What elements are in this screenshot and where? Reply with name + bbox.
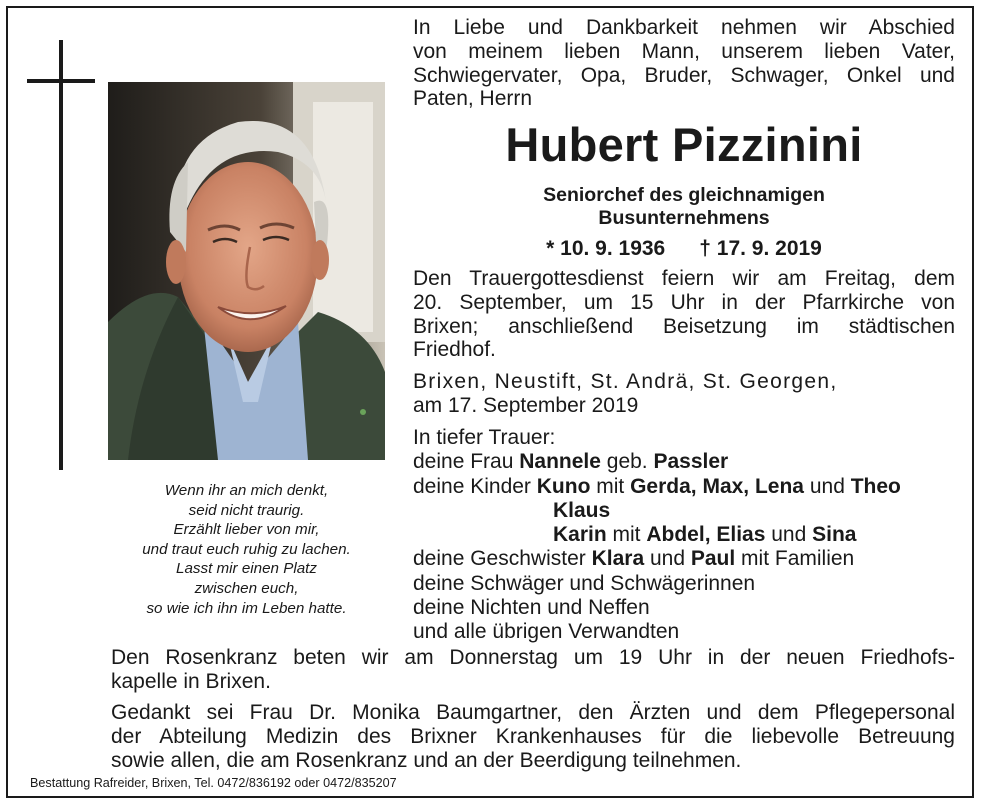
deceased-title (413, 184, 955, 229)
mourner-wife: deine Frau Nannele geb. Passler (413, 450, 729, 474)
intro-line: von meinem lieben Mann, unserem lieben Vater, (413, 39, 955, 63)
birth-date: * 10. 9. 1936 (546, 237, 666, 260)
life-dates (413, 236, 955, 262)
thanks-line: sowie allen, die am Rosenkranz und an der Beerdigung teilnehmen. (111, 749, 742, 772)
poem-line: Lasst mir einen Platz (176, 560, 317, 578)
mourner-children-cont: Klaus (553, 498, 611, 522)
intro-line: Paten, Herrn (413, 87, 533, 111)
title-line: Seniorchef des gleichnamigen (543, 184, 825, 206)
intro-line: Schwiegervater, Opa, Bruder, Schwager, Onkel und (413, 63, 955, 87)
mourner-inlaws: deine Schwäger und Schwägerinnen (413, 571, 756, 595)
poem-line: und traut euch ruhig zu lachen. (142, 540, 351, 558)
deceased-name: Hubert Pizzinini (505, 118, 863, 171)
poem-line: Wenn ihr an mich denkt, (164, 482, 329, 499)
memorial-poem (110, 481, 383, 618)
death-date: † 17. 9. 2019 (699, 237, 822, 260)
mourner-children-2: Karin mit Abdel, Elias und Sina (553, 523, 857, 547)
mourner-nieces: deine Nichten und Neffen (413, 596, 650, 620)
rosary-line: Den Rosenkranz beten wir am Donnerstag um 19 Uhr in der neuen Friedhofs- (111, 646, 955, 669)
title-line: Busunternehmens (598, 206, 770, 229)
thanks-line: Gedankt sei Frau Dr. Monika Baumgartner, den Ärzten und dem Pflegepersonal (111, 701, 955, 724)
intro-text (413, 16, 955, 111)
mourner-siblings: deine Geschwister Klara und Paul mit Familien (413, 547, 855, 571)
mourners-list (413, 426, 968, 645)
rosary-line: kapelle in Brixen. (111, 670, 271, 693)
mourner-children: deine Kinder Kuno mit Gerda, Max, Lena und Theo (413, 474, 901, 498)
service-line: Friedhof. (413, 338, 496, 362)
service-info (413, 267, 955, 362)
service-line: 20. September, um 15 Uhr in der Pfarrkirche von (413, 290, 955, 314)
date-line: am 17. September 2019 (413, 393, 639, 417)
place-date (413, 370, 955, 418)
poem-line: Erzählt lieber von mir, (173, 521, 320, 539)
service-line: Den Trauergottesdienst feiern wir am Freitag, dem (413, 267, 955, 290)
place-line: Brixen, Neustift, St. Andrä, St. Georgen, (413, 370, 838, 393)
mourner-relatives: und alle übrigen Verwandten (413, 620, 680, 644)
poem-line: zwischen euch, (194, 579, 299, 597)
intro-line: In Liebe und Dankbarkeit nehmen wir Abschied (413, 16, 955, 39)
thanks-text (111, 701, 955, 773)
poem-line: so wie ich ihn im Leben hatte. (146, 599, 347, 617)
mourners-heading: In tiefer Trauer: (413, 426, 556, 449)
portrait-photo (108, 82, 385, 460)
funeral-home-info: Bestattung Rafreider, Brixen, Tel. 0472/836192 oder 0472/835207 (30, 776, 397, 790)
thanks-line: der Abteilung Medizin des Brixner Krankenhauses für die liebevolle Betreuung (111, 725, 955, 748)
service-line: Brixen; anschließend Beisetzung im städtischen (413, 314, 955, 338)
rosary-info (111, 646, 955, 694)
poem-line: seid nicht traurig. (188, 501, 305, 519)
